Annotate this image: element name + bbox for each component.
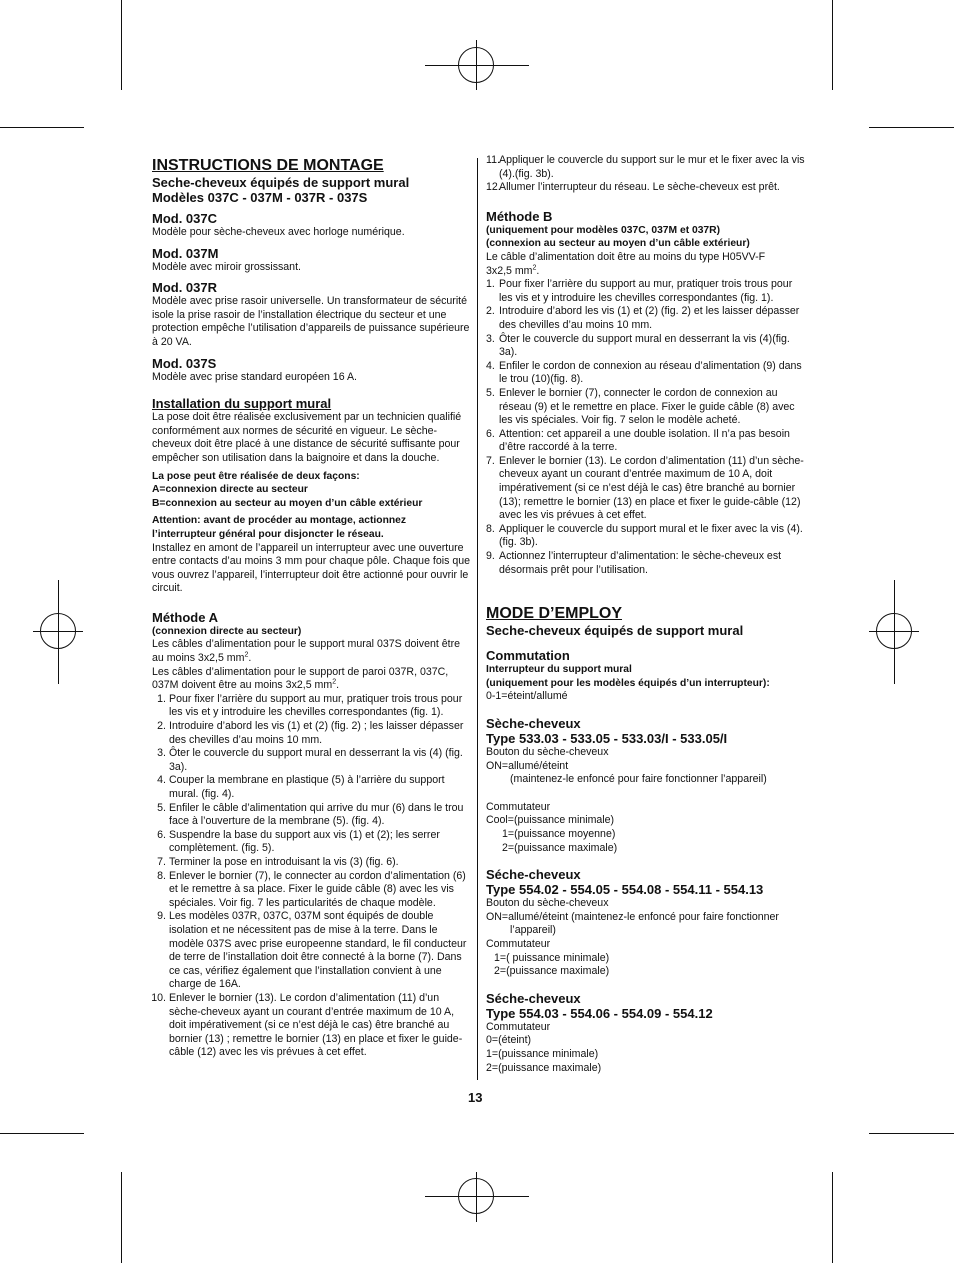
step-item <box>486 387 806 428</box>
pose-line: La pose peut être réalisée de deux façons: <box>152 470 360 482</box>
dryer-line: Bouton du sèche-cheveux <box>486 746 609 758</box>
step-text: Introduire d’abord les vis (1) et (2) (fig. 2) ; les laisser dépasser des chevilles d’au moins 10 mm. <box>169 720 464 746</box>
step-item <box>486 550 806 577</box>
dryer-type: Type 554.03 - 554.06 - 554.09 - 554.12 <box>486 1005 713 1021</box>
step-text: Attention: cet appareil a une double isolation. Il n’a pas besoin d’être raccordé à la terre. <box>499 427 790 454</box>
step-item <box>486 523 806 550</box>
step-text: Enlever le bornier (13). Le cordon d’alimentation (11) d’un sèche-cheveux ayant un courant d’entrée maximum de 10 A, doit impérativement (si ce n’est déjà le cas) être branché au bornier (13) ; remettre le bornier (13) en place et fixer le guide-câble (12) avec les vis prévues à cet effet. <box>169 991 463 1059</box>
step-text: Enlever le bornier (7), connecter le cordon de connexion au réseau (9) et le remettre en place. Fixer le guide câble (8) avec les vis spéciales. Voir fig. 7 selon le modèle acheté. <box>499 386 795 427</box>
step-text: Pour fixer l’arrière du support au mur, pratiquer trois trous pour les vis et y introduire les chevilles correspondantes (fig. 1). <box>169 692 463 719</box>
commutation-heading: Commutation <box>486 648 570 664</box>
step-text: Pour fixer l’arrière du support au mur, pratiquer trois trous pour les vis et y introduire les chevilles correspondantes (fig. 1). <box>499 278 793 304</box>
step-text: Allumer l’interrupteur du réseau. Le sèche-cheveux est prêt. <box>499 181 780 194</box>
dryer-line: 1=(puissance minimale) <box>486 1047 599 1060</box>
page-number: 13 <box>468 1090 483 1105</box>
right-column <box>486 154 806 1075</box>
step-text: Suspendre la base du support aux vis (1) et (2); les serrer complètement. (fig. 5). <box>169 828 440 855</box>
step-item <box>486 305 806 332</box>
model-heading: Mod. 037M <box>152 245 219 261</box>
step-number: 7. <box>157 855 166 868</box>
dryer-type: Type 533.03 - 533.05 - 533.03/I - 533.05/I <box>486 731 728 746</box>
dryer-line: Commutateur <box>486 800 551 813</box>
section-subtitle: Modèles 037C - 037M - 037R - 037S <box>152 190 368 205</box>
step-item <box>152 829 470 856</box>
attention-text: Attention: avant de procéder au montage, actionnez l’interrupteur général pour disjoncter le réseau. <box>152 515 407 540</box>
dryer-line: 1=( puissance minimale) <box>494 951 610 964</box>
method-b-text: 3x2,5 $mm^2$. <box>486 264 540 277</box>
method-b-heading: Méthode B <box>486 208 553 224</box>
step-item <box>486 428 806 455</box>
step-text: Introduire d’abord les vis (1) et (2) (fig. 2) et les laisser dépasser des chevilles d’au moins 10 mm. <box>499 305 800 331</box>
step-item <box>152 992 470 1060</box>
step-number: 6. <box>486 427 495 440</box>
method-a-note: (connexion directe au secteur) <box>152 625 302 637</box>
step-text: Enlever le bornier (13). Le cordon d’alimentation (11) d’un sèche-cheveux ayant un courant d’entrée maximum de 10 A, doit impérativement (si ce n’est déjà le cas) être branché au bornier (13); remettre le bornier (13) en place et fixer le guide-câble (12) avec les vis prévues à cet effet. <box>499 454 804 522</box>
dryer-line: 0=(éteint) <box>486 1034 532 1047</box>
crop-mark <box>832 0 833 90</box>
dryer-type: Type 554.02 - 554.05 - 554.08 - 554.11 - 554.13 <box>486 882 764 898</box>
step-item <box>152 910 470 992</box>
step-item <box>486 154 806 181</box>
column-divider <box>477 158 478 1080</box>
dryer-line: 2=(puissance maximale) <box>494 965 610 978</box>
step-item <box>152 693 470 720</box>
step-item <box>152 774 470 801</box>
dryer-line: ON=allumé/éteint <box>486 759 569 772</box>
step-text: Couper la membrane en plastique (5) à l’arrière du support mural. (fig. 4). <box>169 774 445 800</box>
step-text: Appliquer le couvercle du support sur le mur et le fixer avec la vis (4).(fig. 3b). <box>499 154 805 180</box>
step-text: Appliquer le couvercle du support mural et le fixer avec la vis (4).(fig. 3b). <box>499 522 803 549</box>
registration-mark <box>458 47 494 83</box>
commutation-text: 0-1=éteint/allumé <box>486 690 568 703</box>
step-number: 11. <box>486 154 500 166</box>
step-number: 10. <box>151 991 166 1004</box>
step-number: 5. <box>486 386 495 399</box>
step-number: 8. <box>486 522 495 535</box>
dryer-line: 2=(puissance maximale) <box>486 1061 602 1074</box>
step-text: Enlever le bornier (7), le connecter au cordon d’alimentation (6) et le remettre à sa place. Fixer le guide câble (8) avec les vis spéciales. Voir fig. 7 les particularités de chaque modèle. <box>169 869 466 909</box>
step-number: 6. <box>157 828 166 841</box>
model-heading: Mod. 037C <box>152 211 218 226</box>
step-item <box>486 181 806 195</box>
registration-mark <box>458 1178 494 1214</box>
method-b-note: (connexion au secteur au moyen d’un câble extérieur) <box>486 238 750 250</box>
step-number: 5. <box>157 801 166 814</box>
crop-mark <box>869 127 954 128</box>
step-item <box>486 278 806 305</box>
commutation-note: Interrupteur du support mural <box>486 664 632 676</box>
step-text: Actionnez l’interrupteur d’alimentation: le sèche-cheveux est désormais prêt pour l’utilisation. <box>499 550 782 576</box>
step-number: 9. <box>486 550 495 563</box>
dryer-line: Cool=(puissance minimale) <box>486 814 615 827</box>
step-number: 1. <box>486 278 495 291</box>
crop-mark <box>869 1133 954 1134</box>
dryer-line: 2=(puissance maximale) <box>502 841 618 854</box>
step-text: Terminer la pose en introduisant la vis (3) (fig. 6). <box>169 855 399 868</box>
step-text: Ôter le couvercle du support mural en desserrant la vis (4)(fig. 3a). <box>499 332 790 359</box>
step-number: 4. <box>157 774 166 787</box>
left-column <box>152 154 470 1060</box>
pose-line: B=connexion au secteur au moyen d’un câble extérieur <box>152 497 423 509</box>
crop-mark <box>0 1133 84 1134</box>
method-b-steps <box>486 278 806 577</box>
step-number: 4. <box>486 359 495 372</box>
attention-body: Installez en amont de l’appareil un interrupteur avec une ouverture entre contacts d’au moins 3 mm pour chaque pôle. Chaque fois que vous ouvrez l’appareil, l’interrupteur doit être actionné pour ouvrir le circuit. <box>152 541 471 595</box>
registration-mark <box>40 613 76 649</box>
method-a-steps <box>152 693 470 1060</box>
method-a-heading: Méthode A <box>152 609 218 625</box>
dryer-line: Commutateur <box>486 937 551 950</box>
model-text: Modèle avec miroir grossissant. <box>152 260 301 273</box>
install-text: La pose doit être réalisée exclusivement par un technicien qualifié conformément aux normes de sécurité en vigueur. Le sèche-cheveux doit être placé à une distance de sécurité suffisante pour empêcher son utilisation dans la baignoire et dans la douche. <box>152 411 462 464</box>
step-text: Les modèles 037R, 037C, 037M sont équipés de double isolation et ne nécessitent pas de mise à la terre. Dans le modèle 037S avec prise europeenne standard, le fil conducteur de terre de l’installation doit être connecté à la borne (7). Dans ce cas, vérifiez également que l’installation convient à une charge de 16A. <box>169 910 467 991</box>
dryer-heading: Séche-cheveux <box>486 867 581 883</box>
step-text: Enfiler le câble d’alimentation qui arrive du mur (6) dans le trou face à l’ouverture de la membrane (5). (fig. 4). <box>169 801 464 828</box>
continued-steps <box>486 154 806 195</box>
section-title: INSTRUCTIONS DE MONTAGE <box>152 157 384 174</box>
step-number: 9. <box>157 910 166 923</box>
install-heading: Installation du support mural <box>152 396 332 412</box>
method-a-text: Les câbles d’alimentation pour le support de paroi 037R, 037C, 037M doivent être au moins 3x2,5 $mm^2$. <box>152 665 449 692</box>
dryer-line: ON=allumé/éteint (maintenez-le enfoncé pour faire fonctionner l’appareil) <box>486 910 779 937</box>
step-item <box>152 747 470 774</box>
step-item <box>486 360 806 387</box>
step-number: 1. <box>157 692 166 705</box>
method-b-note: (uniquement pour modèles 037C, 037M et 037R) <box>486 224 721 236</box>
dryer-line: (maintenez-le enfoncé pour faire fonctionner l’appareil) <box>510 773 767 786</box>
pose-line: A=connexion directe au secteur <box>152 484 308 496</box>
section-subtitle: Seche-cheveux équipés de support mural <box>152 175 410 190</box>
model-text: Modèle avec prise rasoir universelle. Un transformateur de sécurité isole la prise rasoir de l’installation électrique du secteur et une protection empêche l’utilisation d’appareils de puissance supérieure à 20 VA. <box>152 295 470 348</box>
dryer-line: Bouton du sèche-cheveux <box>486 897 609 910</box>
step-item <box>486 455 806 523</box>
mode-title: MODE D’EMPLOY <box>486 605 623 623</box>
dryer-heading: Sèche-cheveux <box>486 716 581 731</box>
dryer-heading: Séche-cheveux <box>486 990 581 1006</box>
method-a-text: Les câbles d’alimentation pour le support mural 037S doivent être au moins 3x2,5 $mm^2$. <box>152 638 460 665</box>
model-text: Modèle pour sèche-cheveux avec horloge numérique. <box>152 226 405 238</box>
step-number: 12. <box>486 181 501 194</box>
crop-mark <box>121 0 122 90</box>
registration-mark <box>876 613 912 649</box>
commutation-note: (uniquement pour les modèles équipés d’un interrupteur): <box>486 677 770 689</box>
step-item <box>152 802 470 829</box>
step-number: 3. <box>157 747 166 760</box>
model-heading: Mod. 037R <box>152 280 218 296</box>
dryer-line: Commutateur <box>486 1020 551 1033</box>
step-item <box>152 870 470 911</box>
step-number: 8. <box>157 869 166 882</box>
model-heading: Mod. 037S <box>152 355 217 371</box>
step-item <box>152 720 470 747</box>
model-text: Modèle avec prise standard européen 16 A. <box>152 370 357 383</box>
crop-mark <box>832 1172 833 1263</box>
step-number: 3. <box>486 332 495 345</box>
method-b-text: Le câble d’alimentation doit être au moins du type H05VV-F <box>486 250 766 263</box>
step-number: 7. <box>486 454 495 467</box>
step-item <box>486 333 806 360</box>
dryer-line: 1=(puissance moyenne) <box>502 827 616 840</box>
crop-mark <box>0 127 84 128</box>
step-number: 2. <box>486 305 495 318</box>
mode-subtitle: Seche-cheveux équipés de support mural <box>486 623 744 639</box>
step-text: Enfiler le cordon de connexion au réseau d’alimentation (9) dans le trou (10)(fig. 8). <box>499 359 802 386</box>
step-text: Ôter le couvercle du support mural en desserrant la vis (4) (fig. 3a). <box>169 747 463 773</box>
step-item <box>152 856 470 870</box>
crop-mark <box>121 1172 122 1263</box>
step-number: 2. <box>157 720 166 733</box>
